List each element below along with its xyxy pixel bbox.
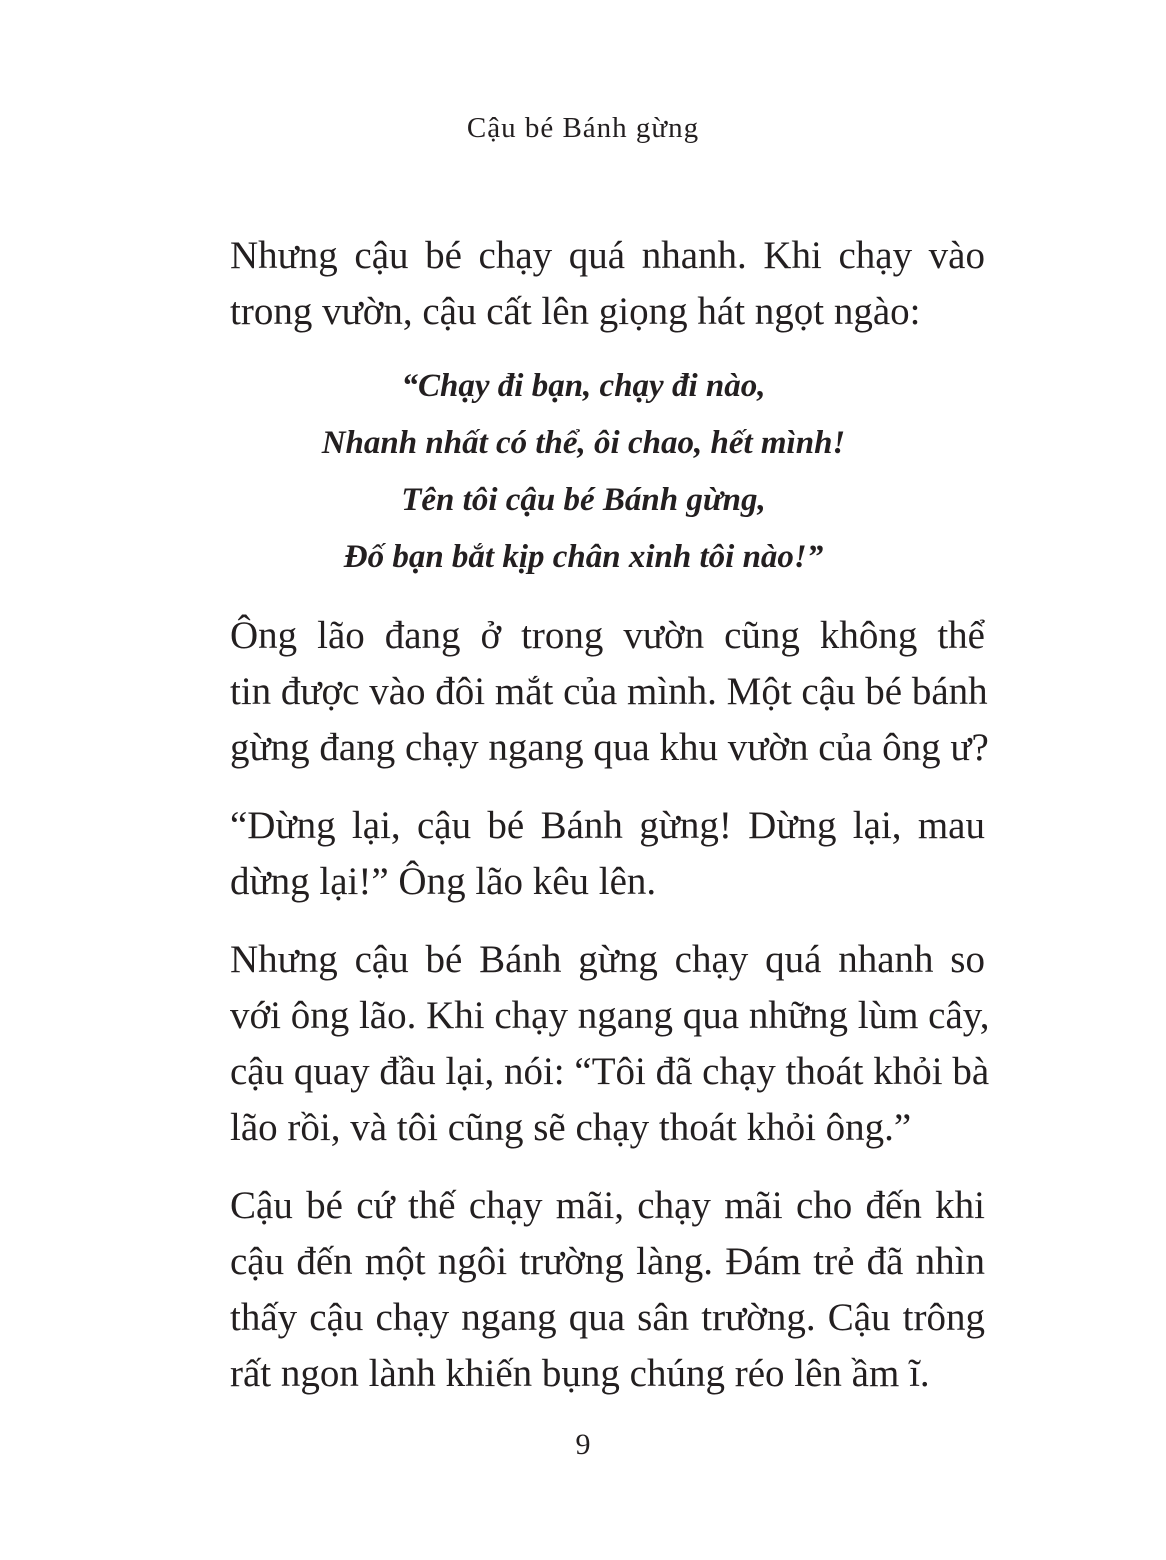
paragraph-line: trong vườn, cậu cất lên giọng hát ngọt ngào: [230,290,921,333]
paragraph-2 [182,608,989,776]
page-number: 9 [575,1428,591,1461]
poem-line: Nhanh nhất có thể, ôi chao, hết mình! [321,425,846,461]
paragraph-line: Nhưng cậu bé chạy quá nhanh. Khi chạy vào [230,234,985,277]
paragraph-line: tin được vào đôi mắt của mình. Một cậu bé bánh [230,670,988,713]
paragraph-line: cậu quay đầu lại, nói: “Tôi đã chạy thoát khỏi bà [230,1050,990,1093]
paragraph-line: rất ngon lành khiến bụng chúng réo lên ầm ĩ. [230,1352,930,1395]
paragraph-line: Nhưng cậu bé Bánh gừng chạy quá nhanh so [230,938,985,981]
paragraph-line: với ông lão. Khi chạy ngang qua những lùm cây, [230,994,990,1037]
paragraph-3 [182,798,985,910]
paragraph-line: Cậu bé cứ thế chạy mãi, chạy mãi cho đến khi [230,1184,985,1227]
poem-line: Đố bạn bắt kịp chân xinh tôi nào!” [343,539,824,575]
poem-stanza [182,358,985,586]
paragraph-line: gừng đang chạy ngang qua khu vườn của ông ư? [230,726,989,769]
paragraph-line: thấy cậu chạy ngang qua sân trường. Cậu trông [230,1296,985,1339]
running-header: Cậu bé Bánh gừng [466,112,700,144]
page-body [182,228,990,1424]
poem-line: Tên tôi cậu bé Bánh gừng, [401,482,766,518]
paragraph-line: “Dừng lại, cậu bé Bánh gừng! Dừng lại, mau [230,804,985,847]
paragraph-line: cậu đến một ngôi trường làng. Đám trẻ đã nhìn [230,1240,985,1283]
paragraph-1 [182,228,985,340]
paragraph-line: lão rồi, và tôi cũng sẽ chạy thoát khỏi ông.” [230,1106,912,1149]
paragraph-4 [182,932,990,1156]
paragraph-line: Ông lão đang ở trong vườn cũng không thể [230,614,985,657]
paragraph-line: dừng lại!” Ông lão kêu lên. [230,860,657,903]
paragraph-5 [182,1178,985,1402]
poem-line: “Chạy đi bạn, chạy đi nào, [401,368,766,404]
